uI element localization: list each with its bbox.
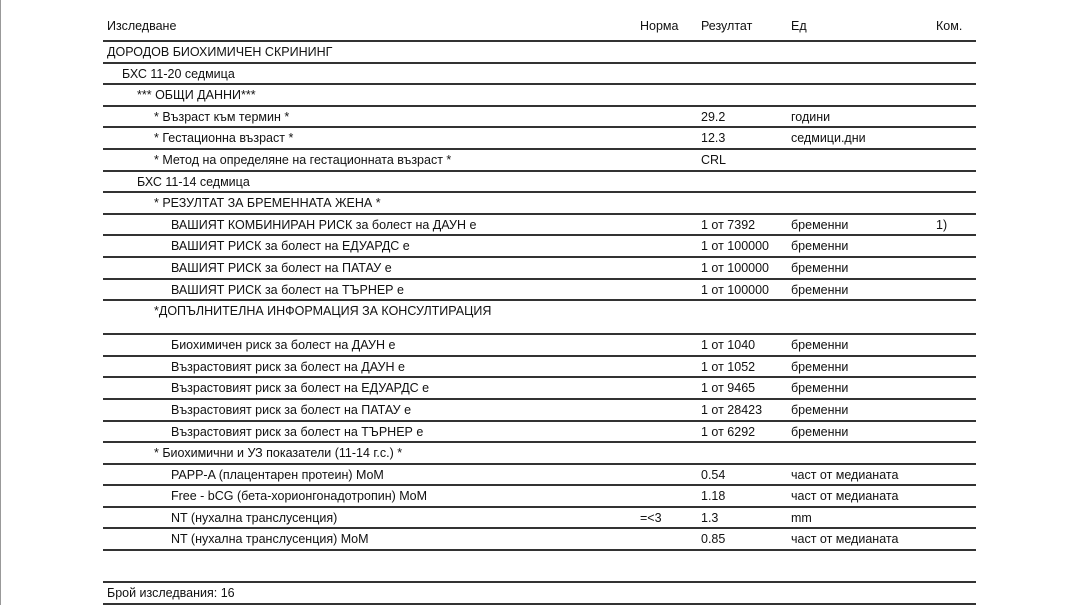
header-comment: Ком. [936,19,963,33]
table-row [103,378,976,400]
norm-value: =<3 [640,510,662,525]
table-row [103,193,976,215]
test-name: PAPP-A (плацентарен протеин) MoM [171,467,384,482]
unit-value: седмици.дни [791,131,866,146]
test-name: NT (нухална транслусенция) [171,510,338,525]
unit-value: част от медианата [791,532,899,547]
result-value: 0.54 [701,467,726,482]
table-row [103,215,976,237]
unit-value: бременни [791,217,849,232]
results-table [103,14,976,605]
table-row [103,258,976,280]
result-value: 1 от 100000 [701,282,770,297]
blank-row [103,551,976,583]
table-row [103,85,976,107]
unit-value: част от медианата [791,467,899,482]
table-row [103,400,976,422]
comment-value: 1) [936,217,948,232]
result-value: 1 от 28423 [701,402,763,417]
unit-value: бременни [791,239,849,254]
unit-value: бременни [791,381,849,396]
test-name: ДОРОДОВ БИОХИМИЧЕН СКРИНИНГ [107,45,333,59]
test-name: ВАШИЯТ РИСК за болест на ТЪРНЕР е [171,282,404,297]
table-row [103,301,976,335]
table-row [103,508,976,530]
unit-value: бременни [791,424,849,439]
table-row [103,465,976,487]
table-row [103,357,976,379]
page-edge [0,0,1,605]
result-value: 1 от 1040 [701,338,756,353]
test-name: Възрастовият риск за болест на ДАУН е [171,359,405,374]
unit-value: част от медианата [791,489,899,504]
test-name: ВАШИЯТ КОМБИНИРАН РИСК за болест на ДАУН е [171,217,477,232]
header-unit: Ед [791,19,807,33]
test-name: *ДОПЪЛНИТЕЛНА ИНФОРМАЦИЯ ЗА КОНСУЛТИРАЦИЯ [154,304,492,319]
unit-value: години [791,109,831,124]
table-row [103,172,976,194]
table-row [103,128,976,150]
test-name: БХС 11-14 седмица [137,174,250,189]
test-name: Възрастовият риск за болест на ПАТАУ е [171,402,412,417]
table-row [103,529,976,551]
header-result: Резултат [701,19,753,33]
test-name: * Гестационна възраст * [154,131,294,146]
result-value: 1 от 1052 [701,359,756,374]
table-row [103,42,976,64]
table-row [103,335,976,357]
result-value: 1 от 100000 [701,239,770,254]
test-name: Биохимичен риск за болест на ДАУН е [171,338,396,353]
unit-value: бременни [791,282,849,297]
table-header [103,14,976,42]
result-value: CRL [701,152,727,167]
unit-value: бременни [791,260,849,275]
table-row [103,150,976,172]
table-row [103,236,976,258]
result-value: 1.3 [701,510,719,525]
test-name: * Метод на определяне на гестационната възраст * [154,152,452,167]
test-name: ВАШИЯТ РИСК за болест на ЕДУАРДС е [171,239,410,254]
result-value: 1 от 9465 [701,381,756,396]
table-row [103,64,976,86]
test-name: Възрастовият риск за болест на ТЪРНЕР е [171,424,424,439]
result-value: 29.2 [701,109,726,124]
header-name: Изследване [107,19,177,33]
test-name: * РЕЗУЛТАТ ЗА БРЕМЕННАТА ЖЕНА * [154,196,381,211]
result-value: 1 от 6292 [701,424,756,439]
result-value: 1 от 7392 [701,217,756,232]
table-row [103,107,976,129]
test-name: Free - bCG (бета-хорионгонадотропин) MoM [171,489,428,504]
result-value: 0.85 [701,532,726,547]
test-name: * Възраст към термин * [154,109,290,124]
test-name: ВАШИЯТ РИСК за болест на ПАТАУ е [171,260,392,275]
test-count: Брой изследвания: 16 [107,586,235,601]
unit-value: mm [791,510,812,525]
table-row [103,280,976,302]
table-row [103,486,976,508]
test-name: NT (нухална транслусенция) MoM [171,532,369,547]
unit-value: бременни [791,338,849,353]
footer-row [103,583,976,605]
result-value: 1.18 [701,489,726,504]
test-name: *** ОБЩИ ДАННИ*** [137,88,256,103]
table-row [103,422,976,444]
header-norm: Норма [640,19,679,33]
test-name: * Биохимични и УЗ показатели (11-14 г.с.) * [154,446,403,461]
table-row [103,443,976,465]
result-value: 1 от 100000 [701,260,770,275]
unit-value: бременни [791,402,849,417]
result-value: 12.3 [701,131,726,146]
unit-value: бременни [791,359,849,374]
test-name: БХС 11-20 седмица [122,66,235,81]
test-name: Възрастовият риск за болест на ЕДУАРДС е [171,381,430,396]
